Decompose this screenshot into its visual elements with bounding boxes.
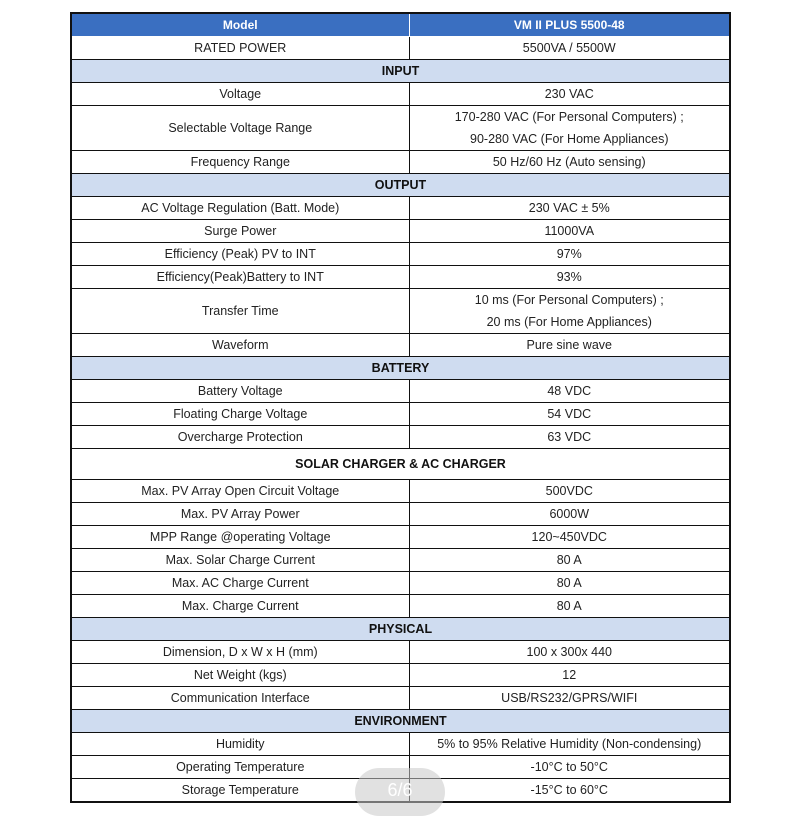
table-row — [71, 572, 730, 595]
row-label: Max. AC Charge Current — [71, 572, 409, 595]
value-line: 170-280 VAC (For Personal Computers) ; — [454, 110, 684, 124]
row-value: 54 VDC — [409, 403, 730, 426]
row-label: Max. Charge Current — [71, 595, 409, 618]
section-environment — [71, 710, 730, 733]
row-value: 5500VA / 5500W — [409, 37, 730, 60]
row-value: 97% — [409, 243, 730, 266]
row-label: AC Voltage Regulation (Batt. Mode) — [71, 197, 409, 220]
header-row — [71, 13, 730, 37]
row-value: 6000W — [409, 503, 730, 526]
section-title: INPUT — [71, 60, 730, 83]
value-line: 20 ms (For Home Appliances) — [486, 315, 652, 329]
row-label: Voltage — [71, 83, 409, 106]
row-label: Operating Temperature — [71, 756, 409, 779]
table-row — [71, 220, 730, 243]
row-value: USB/RS232/GPRS/WIFI — [409, 687, 730, 710]
row-value: 80 A — [409, 595, 730, 618]
row-value: 12 — [409, 664, 730, 687]
table-row — [71, 197, 730, 220]
table-row — [71, 106, 730, 151]
table-row — [71, 380, 730, 403]
rated-power-row — [71, 37, 730, 60]
row-label: Efficiency (Peak) PV to INT — [71, 243, 409, 266]
row-value: 11000VA — [409, 220, 730, 243]
value-line: 10 ms (For Personal Computers) ; — [474, 293, 664, 307]
table-row — [71, 266, 730, 289]
table-row — [71, 733, 730, 756]
row-label: Net Weight (kgs) — [71, 664, 409, 687]
table-row — [71, 526, 730, 549]
table-row — [71, 289, 730, 334]
row-value: 230 VAC — [409, 83, 730, 106]
table-row — [71, 480, 730, 503]
row-label: Battery Voltage — [71, 380, 409, 403]
row-label: Surge Power — [71, 220, 409, 243]
row-value: 80 A — [409, 549, 730, 572]
section-title: BATTERY — [71, 357, 730, 380]
row-label: Overcharge Protection — [71, 426, 409, 449]
row-label: RATED POWER — [71, 37, 409, 60]
row-value: Pure sine wave — [409, 334, 730, 357]
row-value: 50 Hz/60 Hz (Auto sensing) — [409, 151, 730, 174]
row-label: Transfer Time — [71, 289, 409, 334]
section-solar-charger — [71, 449, 730, 480]
row-label: Max. Solar Charge Current — [71, 549, 409, 572]
section-physical — [71, 618, 730, 641]
row-value: 230 VAC ± 5% — [409, 197, 730, 220]
section-title: OUTPUT — [71, 174, 730, 197]
header-model-label: Model — [71, 13, 409, 37]
section-title: ENVIRONMENT — [71, 710, 730, 733]
row-label: Storage Temperature — [71, 779, 409, 803]
row-value: 93% — [409, 266, 730, 289]
table-row — [71, 503, 730, 526]
row-value: 80 A — [409, 572, 730, 595]
table-row — [71, 426, 730, 449]
section-output — [71, 174, 730, 197]
row-label: MPP Range @operating Voltage — [71, 526, 409, 549]
row-label: Dimension, D x W x H (mm) — [71, 641, 409, 664]
table-row — [71, 595, 730, 618]
row-label: Max. PV Array Open Circuit Voltage — [71, 480, 409, 503]
section-input — [71, 60, 730, 83]
table-row — [71, 151, 730, 174]
row-value — [409, 289, 730, 334]
row-value: -10°C to 50°C — [409, 756, 730, 779]
table-row — [71, 334, 730, 357]
row-value — [409, 106, 730, 151]
row-value: 48 VDC — [409, 380, 730, 403]
section-title: SOLAR CHARGER & AC CHARGER — [71, 449, 730, 480]
table-row — [71, 549, 730, 572]
row-value: 120~450VDC — [409, 526, 730, 549]
table-row — [71, 403, 730, 426]
row-value: 63 VDC — [409, 426, 730, 449]
page-indicator: 6/6 — [355, 768, 445, 816]
row-label: Floating Charge Voltage — [71, 403, 409, 426]
row-value: 100 x 300x 440 — [409, 641, 730, 664]
row-label: Waveform — [71, 334, 409, 357]
spec-table — [70, 12, 731, 803]
table-row — [71, 641, 730, 664]
table-row — [71, 687, 730, 710]
row-label: Selectable Voltage Range — [71, 106, 409, 151]
row-label: Max. PV Array Power — [71, 503, 409, 526]
table-row — [71, 83, 730, 106]
table-row — [71, 243, 730, 266]
row-value: 500VDC — [409, 480, 730, 503]
section-title: PHYSICAL — [71, 618, 730, 641]
table-row — [71, 664, 730, 687]
header-model-value: VM II PLUS 5500-48 — [409, 13, 730, 37]
row-label: Humidity — [71, 733, 409, 756]
row-label: Communication Interface — [71, 687, 409, 710]
row-label: Frequency Range — [71, 151, 409, 174]
row-value: -15°C to 60°C — [409, 779, 730, 803]
row-label: Efficiency(Peak)Battery to INT — [71, 266, 409, 289]
row-value: 5% to 95% Relative Humidity (Non-condensing) — [409, 733, 730, 756]
section-battery — [71, 357, 730, 380]
value-line: 90-280 VAC (For Home Appliances) — [470, 132, 669, 146]
